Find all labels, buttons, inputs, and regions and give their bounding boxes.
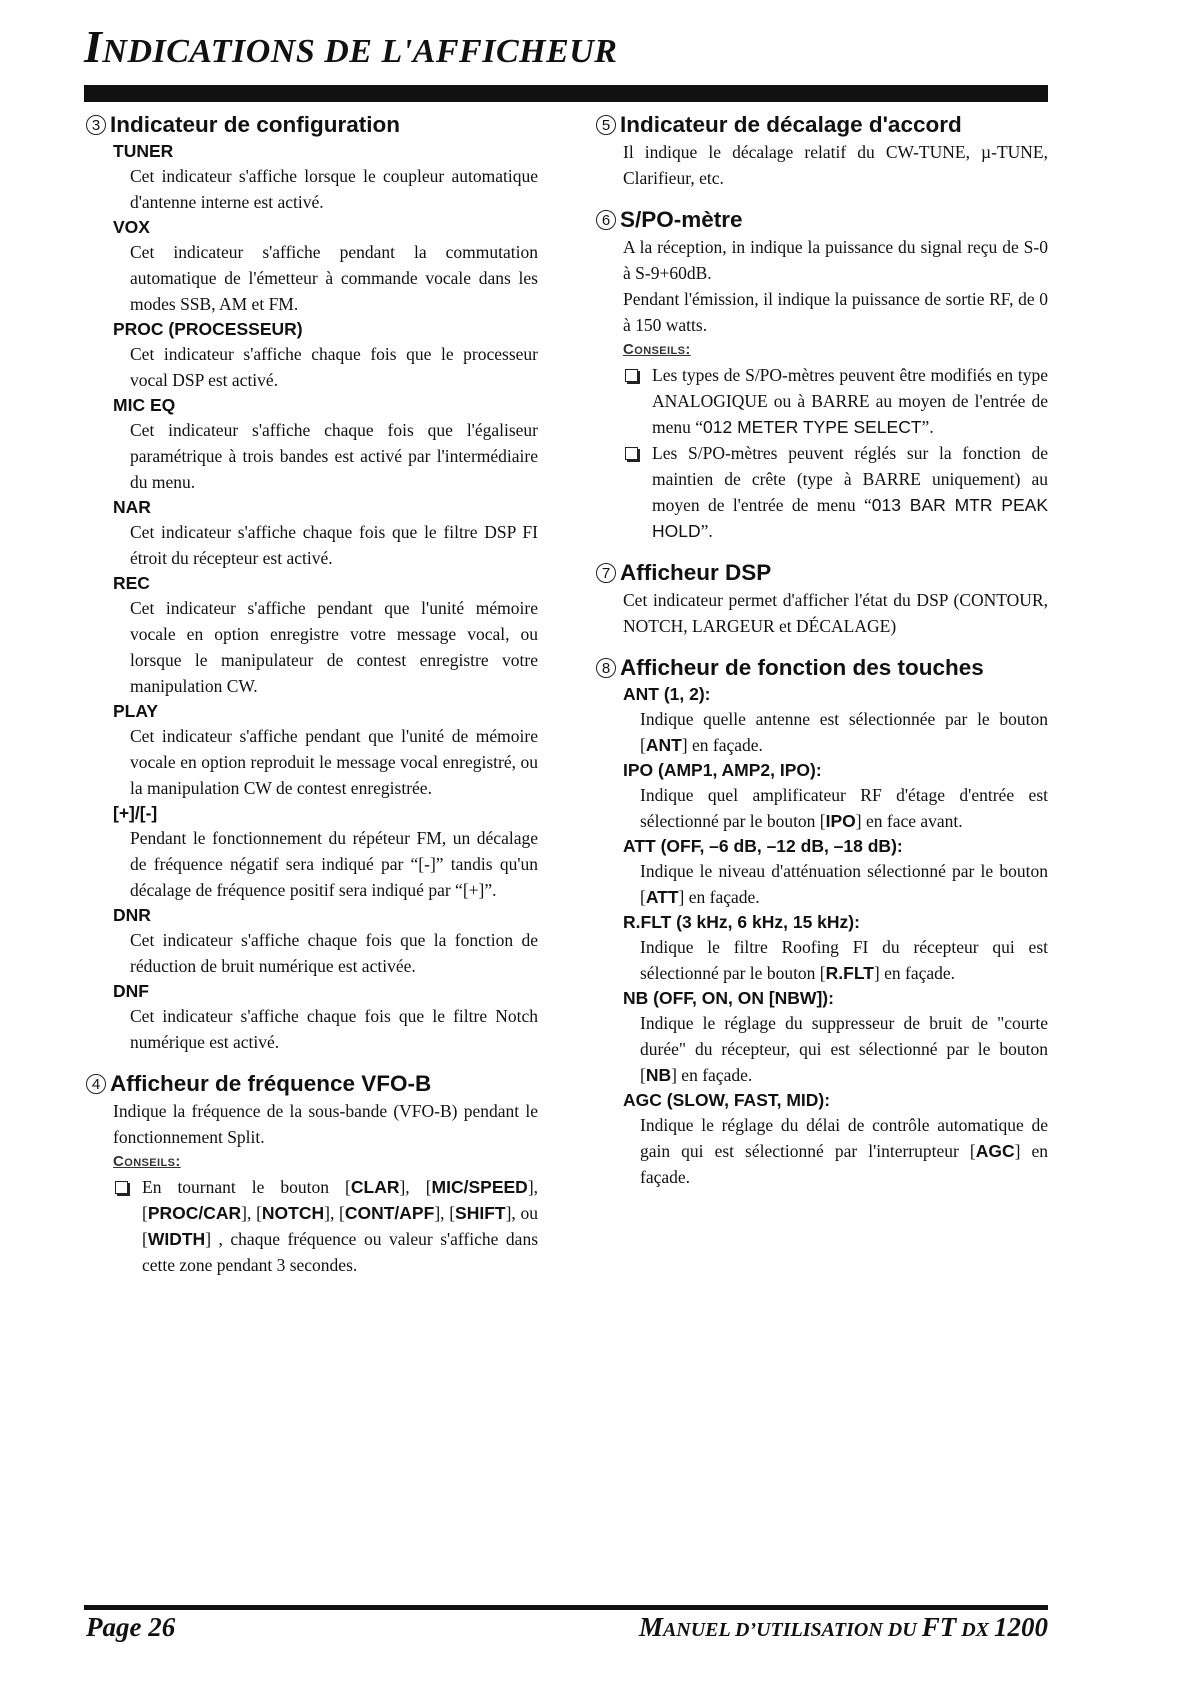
menu-item-name: 012 METER TYPE SELECT [703,417,922,437]
item-text: Cet indicateur s'affiche chaque fois que le processeur vocal DSP est activé. [130,344,538,390]
section-body [596,234,1048,544]
item-label: VOX [113,217,150,237]
section-text: Il indique le décalage relatif du CW-TUNE, µ-TUNE, Clarifieur, etc. [623,142,1048,188]
footer-rule [84,1605,1048,1610]
section-header [596,112,1048,138]
item-label: IPO (AMP1, AMP2, IPO): [623,760,822,780]
section-4 [86,1071,538,1278]
item-text: Cet indicateur s'affiche chaque fois que la fonction de réduction de bruit numérique est activée. [130,930,538,976]
section-header [86,1071,538,1097]
circled-number: 6 [596,210,616,230]
checkbox-bullet-icon [625,369,638,382]
key-label: IPO [825,811,856,831]
item-label: NB (OFF, ON, ON [NBW]): [623,988,834,1008]
checkbox-bullet-icon [115,1181,128,1194]
section-8 [596,655,1048,1190]
item-text: Pendant le fonctionnement du répéteur FM, un décalage de fréquence négatif sera indiqué par “[-]” tandis qu'un décalage de fréquence positif sera indiqué par “[+]”. [130,828,538,900]
section-header [596,207,1048,233]
item-text: Cet indicateur s'affiche pendant la commutation automatique de l'émetteur à commande vocale dans les modes SSB, AM et FM. [130,242,538,314]
key-label: WIDTH [147,1229,206,1249]
tip-item [623,440,1048,544]
item-text: Cet indicateur s'affiche chaque fois que l'égaliseur paramétrique à trois bandes est activé par l'intermédiaire du menu. [130,420,538,492]
tip-text: Les types de S/PO-mètres peuvent être modifiés en type ANALOGIQUE ou à BARRE au moyen de l'entrée de menu “012 METER TYPE SELECT”. [652,365,1048,437]
manual-title: MANUEL D’UTILISATION DU FT DX 1200 [638,1612,1048,1642]
item-label: REC [113,573,150,593]
page-title: INDICATIONS DE L'AFFICHEUR [84,21,618,72]
section-7 [596,560,1048,639]
section-body [86,1098,538,1278]
tip-item [623,362,1048,440]
menu-item-name: 013 BAR MTR PEAK HOLD [652,495,1048,541]
section-3 [86,112,538,1055]
section-5 [596,112,1048,191]
circled-number: 4 [86,1074,106,1094]
section-header [596,560,1048,586]
item-text: Cet indicateur s'affiche lorsque le coupleur automatique d'antenne interne est activé. [130,166,538,212]
page-number: Page 26 [86,1612,176,1642]
circled-number: 7 [596,563,616,583]
key-label: ANT [645,735,682,755]
key-label: MIC/SPEED [431,1177,528,1197]
tips-heading: Conseils: [113,1153,181,1170]
section-title: Indicateur de configuration [110,112,401,137]
key-label: ATT [645,887,679,907]
circled-number: 8 [596,658,616,678]
item-label: PROC (PROCESSEUR) [113,319,303,339]
item-label: DNR [113,905,151,925]
section-body [86,139,538,1055]
key-label: CLAR [350,1177,400,1197]
section-header [596,655,1048,681]
section-text: Cet indicateur permet d'afficher l'état du DSP (CONTOUR, NOTCH, LARGEUR et DÉCALAGE) [623,590,1048,636]
item-text: Indique quel amplificateur RF d'étage d'entrée est sélectionné par le bouton [IPO] en face avant. [640,785,1048,831]
section-title: S/PO-mètre [620,207,743,232]
circled-number: 5 [596,115,616,135]
item-text: Cet indicateur s'affiche pendant que l'unité mémoire vocale en option enregistre votre message vocal, ou lorsque le manipulateur de contest enregistre votre manipulation CW. [130,598,538,696]
tips-heading: Conseils: [623,341,691,358]
key-label: R.FLT [825,963,874,983]
section-body [596,682,1048,1190]
item-label: NAR [113,497,151,517]
item-label: PLAY [113,701,159,721]
item-label: [+]/[-] [113,803,158,823]
key-label: AGC [975,1141,1015,1161]
item-text: Indique le niveau d'atténuation sélectionné par le bouton [ATT] en façade. [640,861,1048,907]
key-label: SHIFT [455,1203,506,1223]
key-label: PROC/CAR [147,1203,242,1223]
tip-text: Les S/PO-mètres peuvent réglés sur la fonction de maintien de crête (type à BARRE uniquement) au moyen de l'entrée de menu “013 BAR MTR PEAK HOLD”. [652,443,1048,541]
item-label: TUNER [113,141,174,161]
section-body [596,587,1048,639]
section-text: Pendant l'émission, il indique la puissance de sortie RF, de 0 à 150 watts. [623,289,1048,335]
left-column [86,112,538,1294]
checkbox-bullet-icon [625,447,638,460]
item-text: Cet indicateur s'affiche pendant que l'unité de mémoire vocale en option reproduit le message vocal enregistré, ou la manipulation CW de contest enregistrée. [130,726,538,798]
item-text: Indique quelle antenne est sélectionnée par le bouton [ANT] en façade. [640,709,1048,755]
section-title: Afficheur de fonction des touches [620,655,984,680]
section-title: Indicateur de décalage d'accord [620,112,962,137]
right-column [596,112,1048,1206]
tip-text: En tournant le bouton [CLAR], [MIC/SPEED], [PROC/CAR], [NOTCH], [CONT/APF], [SHIFT], ou [WIDTH] , chaque fréquence ou valeur s'affiche dans cette zone pendant 3 secondes. [142,1177,539,1275]
item-label: ANT (1, 2): [623,684,711,704]
item-label: ATT (OFF, –6 dB, –12 dB, –18 dB): [623,836,903,856]
key-label: NOTCH [261,1203,325,1223]
item-label: AGC (SLOW, FAST, MID): [623,1090,831,1110]
key-label: NB [645,1065,672,1085]
section-title: Afficheur DSP [620,560,772,585]
tip-item [113,1174,538,1278]
item-label: R.FLT (3 kHz, 6 kHz, 15 kHz): [623,912,860,932]
item-label: MIC EQ [113,395,176,415]
item-label: DNF [113,981,149,1001]
section-text: A la réception, in indique la puissance du signal reçu de S-0 à S-9+60dB. [623,237,1048,283]
section-6 [596,207,1048,544]
circled-number: 3 [86,115,106,135]
section-title: Afficheur de fréquence VFO-B [110,1071,432,1096]
section-body [596,139,1048,191]
item-text: Indique le filtre Roofing FI du récepteur qui est sélectionné par le bouton [R.FLT] en façade. [640,937,1048,983]
item-text: Cet indicateur s'affiche chaque fois que le filtre Notch numérique est activé. [130,1006,538,1052]
header-rule [84,85,1048,102]
key-label: CONT/APF [344,1203,435,1223]
item-text: Indique le réglage du suppresseur de bruit de "courte durée" du récepteur, qui est sélectionné par le bouton [NB] en façade. [640,1013,1048,1085]
section-text: Indique la fréquence de la sous-bande (VFO-B) pendant le fonctionnement Split. [113,1101,538,1147]
item-text: Cet indicateur s'affiche chaque fois que le filtre DSP FI étroit du récepteur est activé. [130,522,538,568]
section-header [86,112,538,138]
item-text: Indique le réglage du délai de contrôle automatique de gain qui est sélectionné par l'interrupteur [AGC] en façade. [640,1115,1048,1187]
